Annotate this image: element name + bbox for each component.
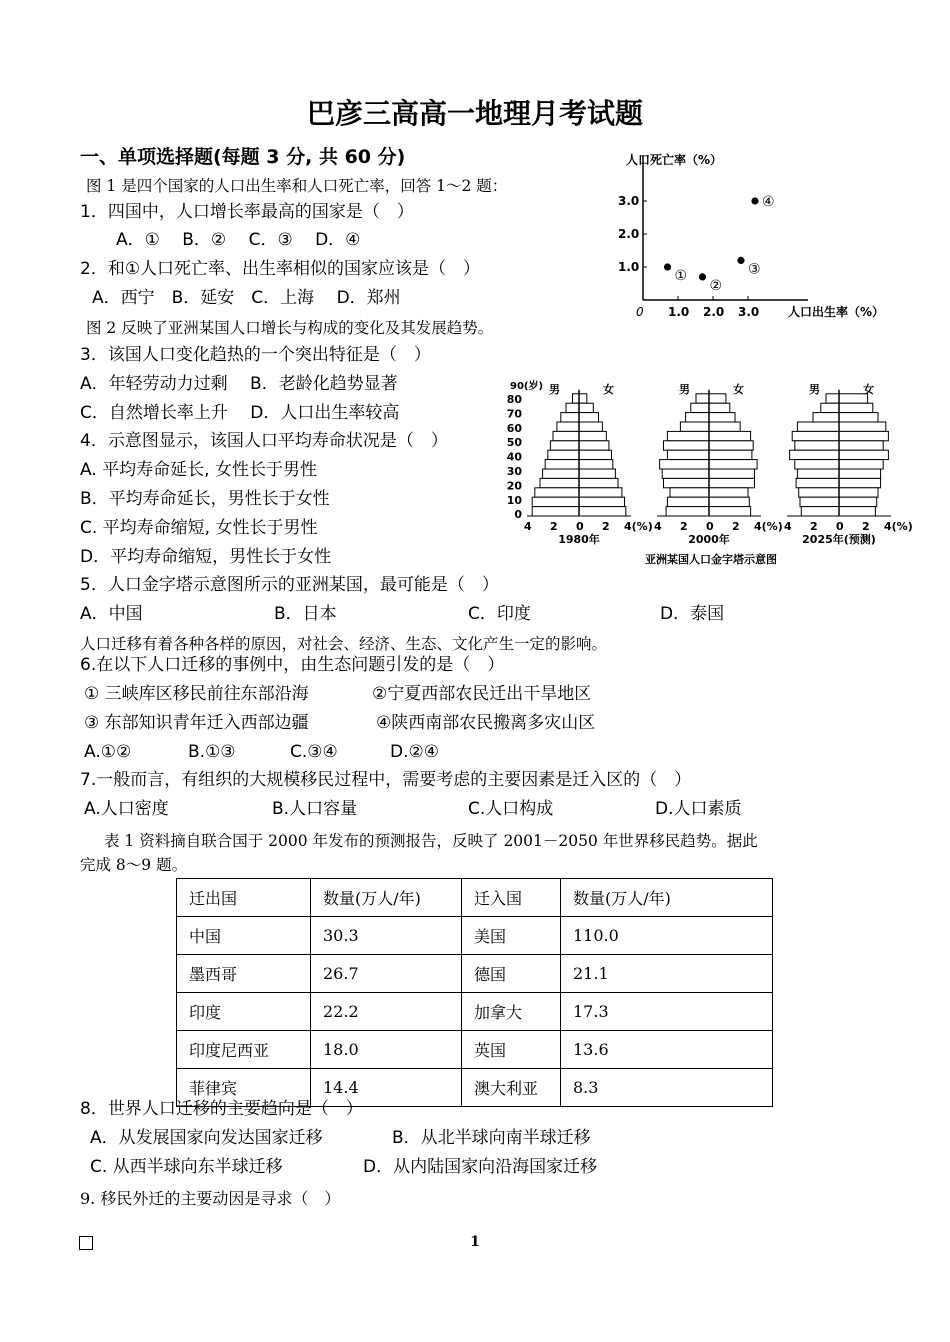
- pyramid-bar-female: [709, 507, 751, 516]
- pyramid-bar-male: [799, 488, 839, 497]
- data-point: [737, 257, 744, 264]
- pyramid-bar-male: [813, 413, 839, 422]
- q4-option-a: A. 平均寿命延长, 女性长于男性: [80, 460, 317, 480]
- q4-option-b: B．平均寿命延长，男性长于女性: [80, 489, 330, 509]
- x-tick-label: 3.0: [738, 305, 760, 319]
- q6-option-a: A.①②: [84, 742, 132, 762]
- x-axis-title: 人口出生率（%）: [788, 305, 885, 319]
- q6-item-4: ④陕西南部农民搬离多灾山区: [376, 713, 596, 733]
- pyramid-year-label: 2025年(预测): [802, 533, 876, 546]
- pyramid-bar-female: [839, 460, 883, 469]
- pyramid-bar-male: [557, 422, 579, 431]
- q8-option-c: C. 从西半球向东半球迁移: [90, 1157, 283, 1177]
- pyramid-bar-male: [826, 394, 839, 403]
- q7-option-b: B.人口容量: [272, 799, 358, 819]
- male-label: 男: [679, 383, 690, 396]
- q6-item-1: ① 三峡库区移民前往东部沿海: [84, 684, 309, 704]
- pyramid-bar-female: [709, 422, 740, 431]
- pyramid-bar-male: [792, 431, 839, 440]
- pyramid-bar-female: [579, 403, 593, 412]
- pyramid-bar-female: [709, 413, 735, 422]
- pyramid-x-tick-label: 2: [602, 520, 610, 533]
- pyramid-bar-male: [797, 422, 839, 431]
- intro-fig1: 图 1 是四个国家的人口出生率和人口死亡率，回答 1～2 题：: [86, 177, 508, 195]
- q5-stem: 5．人口金字塔示意图所示的亚洲某国，最可能是（ ）: [80, 575, 499, 595]
- intro-fig2: 图 2 反映了亚洲某国人口增长与构成的变化及其发展趋势。: [86, 319, 494, 337]
- y-tick-label: 3.0: [618, 194, 640, 208]
- pyramid-bar-male: [667, 431, 709, 440]
- pyramid-bar-male: [573, 394, 580, 403]
- table-cell: 8.3: [561, 1069, 773, 1107]
- age-tick-label: 0: [514, 508, 522, 522]
- q8-option-b: B．从北半球向南半球迁移: [392, 1128, 591, 1148]
- q7-option-a: A.人口密度: [84, 799, 169, 819]
- age-tick-label: 30: [506, 465, 522, 478]
- pyramid-bar-male: [532, 507, 579, 516]
- q6-item-3: ③ 东部知识青年迁入西部边疆: [84, 713, 309, 733]
- origin-label: 0: [636, 305, 644, 319]
- pyramid-bar-male: [795, 460, 839, 469]
- y-tick-label: 2.0: [618, 227, 640, 241]
- pyramid-bar-female: [579, 460, 613, 469]
- pyramid-bar-female: [579, 450, 612, 459]
- table-cell: 印度尼西亚: [177, 1031, 311, 1069]
- q6-stem: 6.在以下人口迁移的事例中，由生态问题引发的是（ ）: [80, 655, 505, 675]
- pyramid-bar-male: [691, 403, 709, 412]
- pyramid-bar-female: [709, 431, 751, 440]
- data-point: [751, 197, 758, 204]
- pyramid-bar-female: [579, 497, 625, 506]
- pyramid-bar-male: [800, 497, 839, 506]
- table-cell: 30.3: [311, 917, 462, 955]
- female-label: 女: [733, 383, 744, 396]
- x-tick-label: 2.0: [703, 305, 725, 319]
- table-cell: 13.6: [561, 1031, 773, 1069]
- pyramid-bar-male: [543, 469, 579, 478]
- pyramid-bar-male: [696, 394, 709, 403]
- pyramid-x-tick-label: 0: [706, 520, 714, 533]
- q5-option-c: C．印度: [468, 604, 531, 624]
- pyramid-bar-male: [680, 422, 709, 431]
- table-row: [177, 955, 773, 993]
- y-axis-title: 人口死亡率（%）: [626, 153, 723, 167]
- pyramid-x-tick-label: 4: [784, 520, 792, 533]
- migration-table: [176, 878, 773, 1107]
- pyramid-bar-female: [579, 507, 626, 516]
- pyramid-bar-female: [709, 403, 730, 412]
- pyramid-year-label: 1980年: [558, 533, 600, 546]
- table-cell: 26.7: [311, 955, 462, 993]
- pyramid-bar-female: [579, 422, 602, 431]
- pyramid-x-tick-label: 4(%): [754, 520, 783, 533]
- pyramid-bar-female: [839, 488, 878, 497]
- pyramid-bar-male: [548, 450, 579, 459]
- pyramid-bar-male: [795, 441, 839, 450]
- pyramid-x-tick-label: 2: [862, 520, 870, 533]
- table-cell: 中国: [177, 917, 311, 955]
- q4-option-c: C. 平均寿命缩短, 女性长于男性: [80, 518, 318, 538]
- data-point-label: ①: [674, 268, 688, 284]
- age-tick-label: 20: [506, 479, 522, 493]
- section-heading: 一、单项选择题(每题 3 分, 共 60 分): [80, 146, 406, 168]
- data-point: [699, 273, 706, 280]
- pyramid-x-tick-label: 4: [524, 520, 532, 533]
- pyramid-bar-male: [670, 488, 709, 497]
- pyramid-x-tick-label: 0: [836, 520, 844, 533]
- page-number: 1: [470, 1234, 480, 1250]
- table-header-cell: 迁入国: [462, 879, 561, 917]
- q8-option-a: A．从发展国家向发达国家迁移: [90, 1128, 323, 1148]
- pyramid-bar-female: [579, 413, 599, 422]
- population-pyramid-chart: [498, 372, 918, 570]
- pyramid-bar-male: [664, 478, 710, 487]
- male-label: 男: [809, 383, 820, 396]
- pyramid-bar-female: [839, 507, 875, 516]
- pyramid-x-tick-label: 0: [576, 520, 584, 533]
- pyramid-bar-male: [666, 507, 709, 516]
- pyramid-bar-female: [709, 394, 726, 403]
- pyramid-bar-female: [709, 460, 757, 469]
- table-cell: 墨西哥: [177, 955, 311, 993]
- pyramid-bar-female: [709, 478, 755, 487]
- q3-options-2: C．自然增长率上升 D．人口出生率较高: [80, 403, 400, 423]
- table-row: [177, 1031, 773, 1069]
- table-cell: 印度: [177, 993, 311, 1031]
- age-tick-label: 50: [506, 436, 522, 450]
- pyramid-bar-female: [709, 469, 755, 478]
- pyramid-bar-male: [801, 507, 839, 516]
- pyramid-bar-female: [839, 422, 886, 431]
- pyramid-year-label: 2000年: [688, 533, 730, 546]
- pyramid-x-tick-label: 2: [680, 520, 688, 533]
- pyramid-bar-female: [579, 469, 615, 478]
- q4-stem: 4．示意图显示，该国人口平均寿命状况是（ ）: [80, 431, 448, 451]
- pyramid-bar-female: [579, 394, 587, 403]
- pyramid-title: 亚洲某国人口金字塔示意图: [645, 553, 777, 566]
- pyramid-bar-male: [532, 497, 579, 506]
- pyramid-x-tick-label: 4(%): [884, 520, 913, 533]
- data-point-label: ②: [709, 277, 723, 294]
- q6-option-c: C.③④: [290, 742, 338, 762]
- pyramid-bar-female: [579, 488, 622, 497]
- q7-option-d: D.人口素质: [655, 799, 742, 819]
- pyramid-bar-female: [839, 441, 883, 450]
- pyramid-bar-male: [540, 478, 579, 487]
- table-header-cell: 数量(万人/年): [561, 879, 773, 917]
- pyramid-bar-male: [566, 403, 579, 412]
- q7-option-c: C.人口构成: [468, 799, 554, 819]
- age-tick-label: 40: [506, 450, 522, 464]
- pyramid-bar-female: [709, 497, 749, 506]
- pyramid-bar-male: [790, 450, 839, 459]
- table-header-cell: 数量(万人/年): [311, 879, 462, 917]
- pyramid-bar-female: [839, 403, 873, 412]
- table-cell: 14.4: [311, 1069, 462, 1107]
- pyramid-bar-male: [553, 431, 579, 440]
- intro-migration: 人口迁移有着各种各样的原因，对社会、经济、生态、文化产生一定的影响。: [80, 635, 608, 653]
- table-cell: 美国: [462, 917, 561, 955]
- age-axis-label: 90(岁): [510, 381, 544, 392]
- q1-options: A．① B．② C．③ D．④: [116, 230, 361, 250]
- table-row: [177, 917, 773, 955]
- intro-table-1: 表 1 资料摘自联合国于 2000 年发布的预测报告，反映了 2001－2050 年世界移民趋势。据此: [104, 832, 758, 850]
- data-point-label: ④: [762, 194, 775, 210]
- table-row: [177, 993, 773, 1031]
- pyramid-bar-female: [839, 450, 888, 459]
- q6-option-d: D.②④: [390, 742, 439, 762]
- q8-stem: 8．世界人口迁移的主要趋向是（ ）: [80, 1099, 363, 1119]
- table-cell: 110.0: [561, 917, 773, 955]
- female-label: 女: [863, 383, 874, 396]
- x-tick-label: 1.0: [668, 305, 690, 319]
- table-cell: 加拿大: [462, 993, 561, 1031]
- pyramid-x-tick-label: 2: [810, 520, 818, 533]
- age-tick-label: 70: [506, 407, 522, 421]
- pyramid-bar-female: [579, 478, 618, 487]
- pyramid-bar-male: [796, 478, 839, 487]
- q5-option-b: B．日本: [274, 604, 337, 624]
- data-point: [664, 263, 671, 270]
- pyramid-x-tick-label: 4(%): [624, 520, 653, 533]
- q9-stem: 9. 移民外迁的主要动因是寻求（ ）: [80, 1189, 341, 1208]
- page-title: 巴彦三高高一地理月考试题: [306, 97, 643, 130]
- q5-option-d: D．泰国: [660, 604, 725, 624]
- age-tick-label: 80: [506, 393, 522, 406]
- q5-option-a: A．中国: [80, 604, 143, 624]
- pyramid-bar-male: [535, 488, 579, 497]
- q4-option-d: D．平均寿命缩短，男性长于女性: [80, 547, 332, 567]
- q3-stem: 3．该国人口变化趋热的一个突出特征是（ ）: [80, 345, 431, 365]
- pyramid-bar-male: [664, 441, 710, 450]
- table-cell: 英国: [462, 1031, 561, 1069]
- pyramid-bar-male: [545, 460, 579, 469]
- pyramid-bar-female: [709, 450, 752, 459]
- age-tick-label: 10: [506, 493, 522, 507]
- pyramid-x-tick-label: 4: [654, 520, 662, 533]
- q6-item-2: ②宁夏西部农民迁出干旱地区: [372, 684, 592, 704]
- pyramid-bar-male: [662, 469, 709, 478]
- pyramid-bar-male: [797, 469, 839, 478]
- pyramid-bar-male: [821, 403, 839, 412]
- table-cell: 17.3: [561, 993, 773, 1031]
- table-cell: 德国: [462, 955, 561, 993]
- q8-option-d: D．从内陆国家向沿海国家迁移: [363, 1157, 598, 1177]
- pyramid-bar-female: [839, 413, 878, 422]
- table-cell: 18.0: [311, 1031, 462, 1069]
- pyramid-bar-male: [667, 450, 709, 459]
- q6-option-b: B.①③: [188, 742, 236, 762]
- pyramid-bar-female: [839, 469, 881, 478]
- pyramid-bar-male: [550, 441, 579, 450]
- pyramid-bar-female: [839, 431, 888, 440]
- q2-stem: 2．和①人口死亡率、出生率相似的国家应该是（ ）: [80, 259, 481, 279]
- pyramid-bar-female: [839, 478, 881, 487]
- y-tick-label: 1.0: [618, 260, 640, 274]
- pyramid-bar-male: [660, 460, 709, 469]
- pyramid-bar-female: [579, 441, 609, 450]
- q1-stem: 1．四国中，人口增长率最高的国家是（ ）: [80, 202, 414, 222]
- pyramid-bar-male: [667, 497, 709, 506]
- pyramid-bar-male: [686, 413, 709, 422]
- table-cell: 菲律宾: [177, 1069, 311, 1107]
- table-cell: 21.1: [561, 955, 773, 993]
- table-cell: 澳大利亚: [462, 1069, 561, 1107]
- pyramid-x-tick-label: 2: [732, 520, 740, 533]
- pyramid-bar-female: [709, 441, 753, 450]
- table-header-row: [177, 879, 773, 917]
- pyramid-bar-female: [579, 431, 606, 440]
- male-label: 男: [549, 383, 560, 396]
- age-tick-label: 60: [506, 421, 522, 435]
- q3-options-1: A．年轻劳动力过剩 B．老龄化趋势显著: [80, 374, 398, 394]
- q7-stem: 7.一般而言，有组织的大规模移民过程中，需要考虑的主要因素是迁入区的（ ）: [80, 770, 692, 790]
- data-point-label: ③: [748, 261, 761, 278]
- intro-table-2: 完成 8～9 题。: [80, 856, 188, 874]
- table-cell: 22.2: [311, 993, 462, 1031]
- pyramid-bar-male: [561, 413, 579, 422]
- q2-options: A．西宁 B．延安 C．上海 D．郑州: [92, 288, 401, 308]
- pyramid-bar-female: [839, 497, 877, 506]
- birth-death-rate-chart: [598, 138, 898, 328]
- table-header-cell: 迁出国: [177, 879, 311, 917]
- pyramid-bar-female: [709, 488, 748, 497]
- pyramid-x-tick-label: 2: [550, 520, 558, 533]
- female-label: 女: [603, 383, 614, 396]
